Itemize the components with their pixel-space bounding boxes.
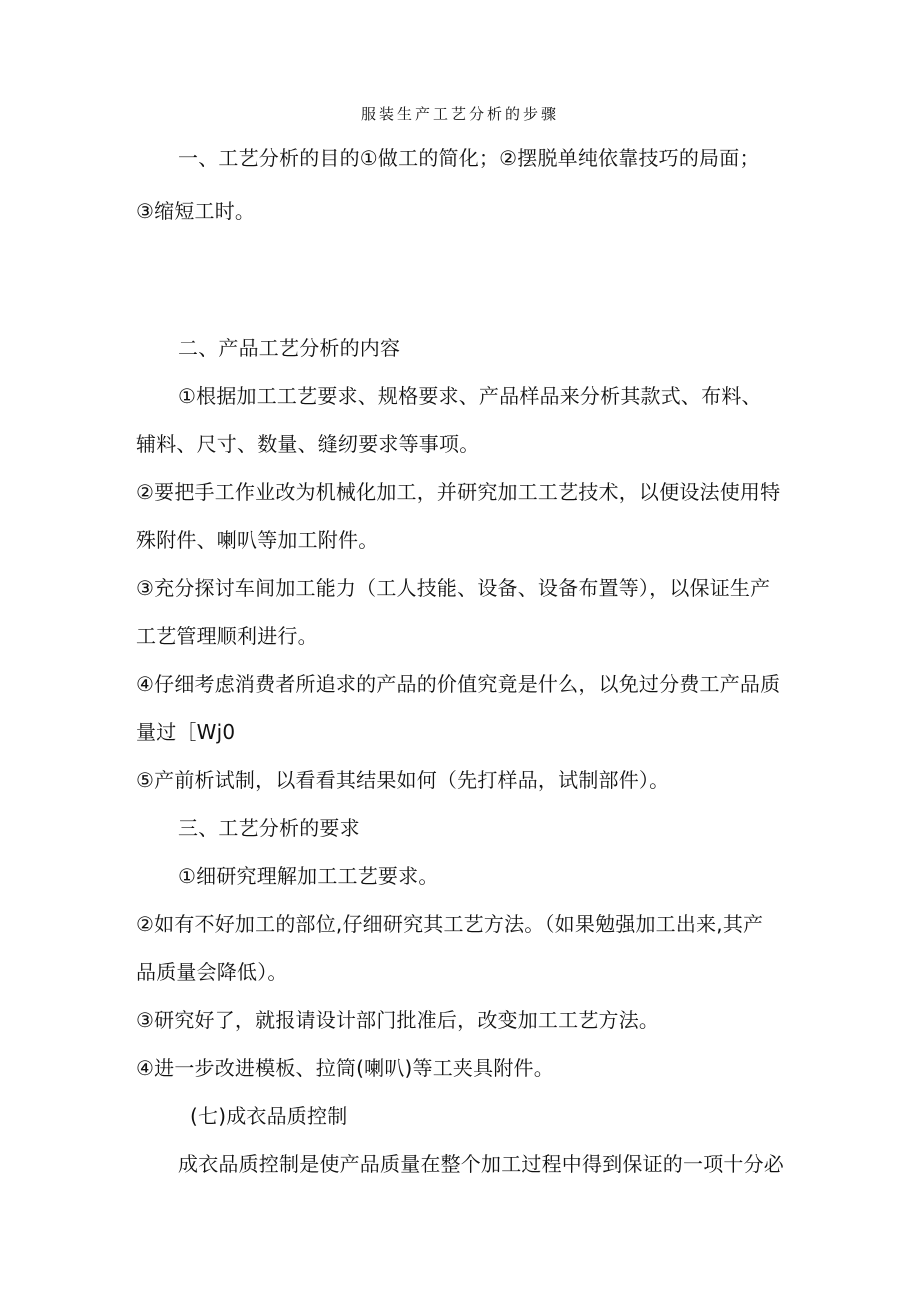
- paragraph-line: ③充分探讨车间加工能力（工人技能、设备、设备布置等），以保证生产: [136, 576, 771, 600]
- document-title: 服装生产工艺分析的步骤: [360, 105, 559, 123]
- paragraph-line: ①细研究理解加工工艺要求。: [178, 864, 439, 888]
- paragraph-line: 量过［Wj0: [136, 720, 236, 744]
- section-heading: 二、产品工艺分析的内容: [178, 336, 401, 360]
- paragraph-line: ②如有不好加工的部位,仔细研究其工艺方法。（如果勉强加工出来,其产: [136, 912, 764, 936]
- paragraph-line: ③研究好了，就报请设计部门批准后，改变加工工艺方法。: [136, 1008, 660, 1032]
- paragraph-line: ⑤产前析试制，以看看其结果如何（先打样品，试制部件）。: [136, 768, 670, 792]
- section-heading: 三、工艺分析的要求: [178, 816, 360, 840]
- paragraph-line: 辅料、尺寸、数量、缝纫要求等事项。: [136, 432, 480, 456]
- paragraph-line: ④仔细考虑消费者所追求的产品的价值究竟是什么，以免过分费工产品质: [136, 672, 781, 696]
- paragraph-line: ③缩短工时。: [136, 199, 256, 223]
- paragraph-line: 品质量会降低）。: [136, 960, 288, 984]
- section-heading: (七)成衣品质控制: [190, 1104, 348, 1128]
- paragraph-line: ②要把手工作业改为机械化加工，并研究加工工艺技术，以便设法使用特: [136, 480, 781, 504]
- paragraph-line: ①根据加工工艺要求、规格要求、产品样品来分析其款式、布料、: [178, 384, 762, 408]
- paragraph-line: 工艺管理顺利进行。: [136, 624, 318, 648]
- paragraph-line: 一、工艺分析的目的①做工的简化；②摆脱单纯依靠技巧的局面；: [178, 146, 760, 170]
- paragraph-line: ④进一步改进模板、拉筒(喇叭)等工夹具附件。: [136, 1056, 554, 1080]
- paragraph-line: 殊附件、喇叭等加工附件。: [136, 528, 379, 552]
- paragraph-line: 成衣品质控制是使产品质量在整个加工过程中得到保证的一项十分必: [178, 1152, 784, 1176]
